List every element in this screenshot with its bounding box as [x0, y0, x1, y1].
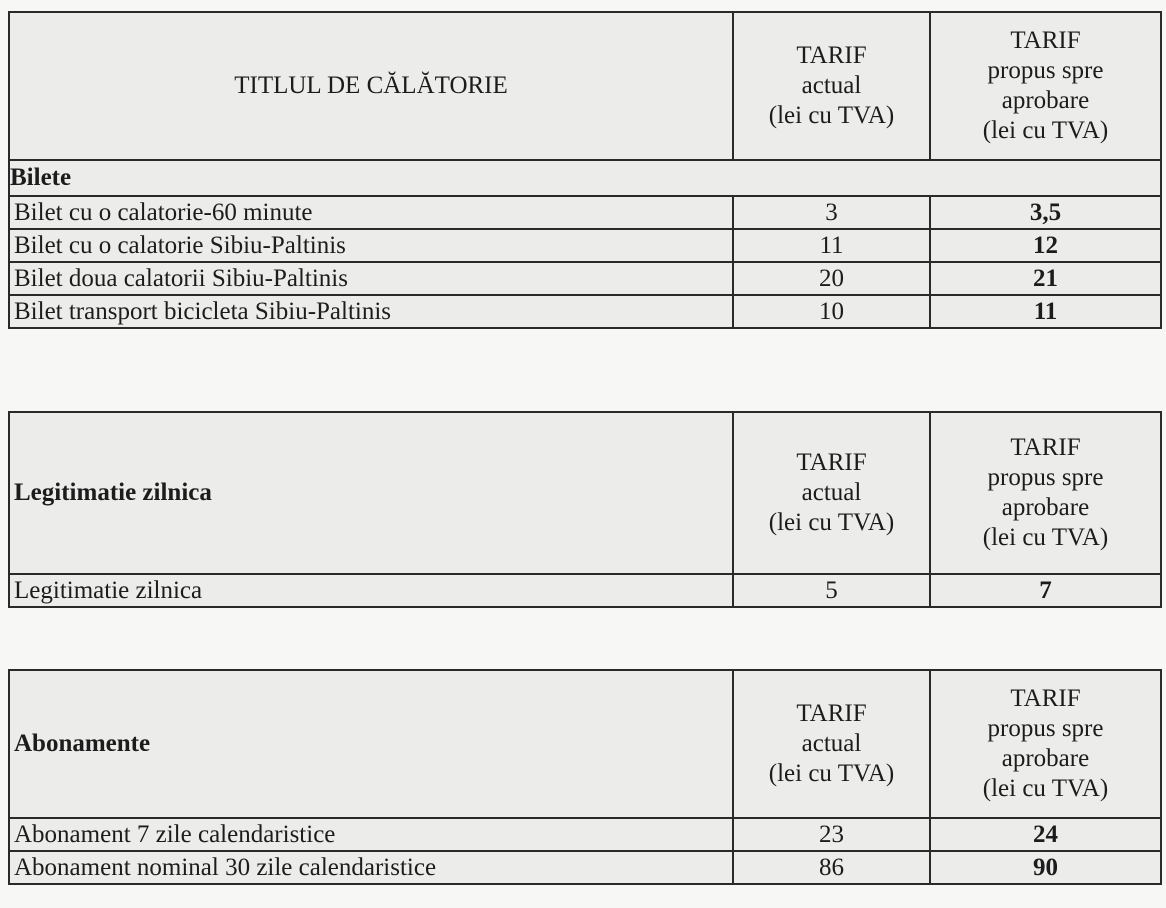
proposed-tariff-header: TARIF propus spre aprobare (lei cu TVA)	[930, 412, 1161, 574]
proposed-tariff-header: TARIF propus spre aprobare (lei cu TVA)	[930, 670, 1161, 818]
current-tariff-header: TARIF actual (lei cu TVA)	[733, 412, 930, 574]
ticket-label: Bilet cu o calatorie-60 minute	[9, 196, 733, 229]
table-row	[9, 262, 1161, 295]
current-tariff-value: 23	[733, 818, 930, 851]
current-tariff-value: 20	[733, 262, 930, 295]
subscriptions-tariff-table	[8, 669, 1162, 885]
ticket-label: Bilet doua calatorii Sibiu-Paltinis	[9, 262, 733, 295]
current-tariff-header: TARIF actual (lei cu TVA)	[733, 12, 930, 160]
travel-title-header: TITLUL DE CĂLĂTORIE	[9, 12, 733, 160]
table-row	[9, 818, 1161, 851]
table-header-row	[9, 12, 1161, 160]
proposed-tariff-value: 12	[930, 229, 1161, 262]
daily-pass-tariff-table	[8, 411, 1162, 608]
current-tariff-value: 11	[733, 229, 930, 262]
proposed-tariff-value: 24	[930, 818, 1161, 851]
current-tariff-header: TARIF actual (lei cu TVA)	[733, 670, 930, 818]
proposed-tariff-value: 21	[930, 262, 1161, 295]
current-tariff-value: 10	[733, 295, 930, 328]
pass-label: Legitimatie zilnica	[9, 574, 733, 607]
daily-pass-header: Legitimatie zilnica	[9, 412, 733, 574]
table-row	[9, 295, 1161, 328]
proposed-tariff-value: 90	[930, 851, 1161, 884]
tickets-tariff-table	[8, 11, 1162, 329]
current-tariff-value: 5	[733, 574, 930, 607]
table-row	[9, 851, 1161, 884]
section-row	[9, 160, 1161, 196]
section-title: Bilete	[9, 160, 1161, 196]
proposed-tariff-header: TARIF propus spre aprobare (lei cu TVA)	[930, 12, 1161, 160]
current-tariff-value: 86	[733, 851, 930, 884]
current-tariff-value: 3	[733, 196, 930, 229]
table-row	[9, 229, 1161, 262]
ticket-label: Bilet transport bicicleta Sibiu-Paltinis	[9, 295, 733, 328]
table-row	[9, 574, 1161, 607]
subscription-label: Abonament nominal 30 zile calendaristice	[9, 851, 733, 884]
table-header-row	[9, 412, 1161, 574]
proposed-tariff-value: 3,5	[930, 196, 1161, 229]
proposed-tariff-value: 7	[930, 574, 1161, 607]
ticket-label: Bilet cu o calatorie Sibiu-Paltinis	[9, 229, 733, 262]
table-header-row	[9, 670, 1161, 818]
proposed-tariff-value: 11	[930, 295, 1161, 328]
table-row	[9, 196, 1161, 229]
subscription-label: Abonament 7 zile calendaristice	[9, 818, 733, 851]
subscriptions-header: Abonamente	[9, 670, 733, 818]
